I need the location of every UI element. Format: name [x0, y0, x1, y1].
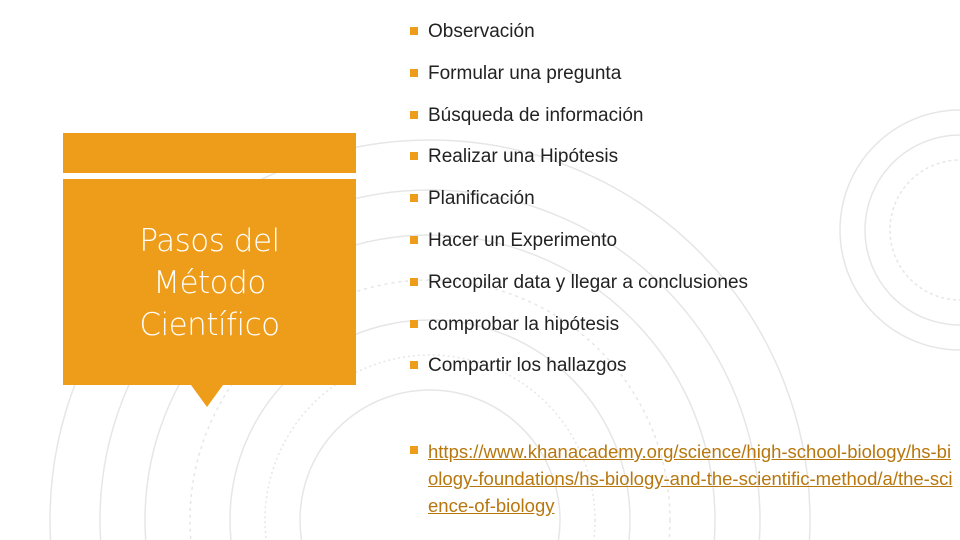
- bullet-square-icon: [410, 152, 418, 160]
- slide-title-line-2: Método: [153, 265, 266, 301]
- bullet-square-icon: [410, 278, 418, 286]
- steps-list: [410, 18, 950, 394]
- bullet-square-icon: [410, 194, 418, 202]
- step-item-hacer-experimento: [410, 227, 950, 269]
- slide-title-line-3: Científico: [139, 307, 280, 343]
- step-label: Recopilar data y llegar a conclusiones: [428, 271, 749, 293]
- reference: [410, 438, 958, 519]
- step-item-compartir-hallazgos: [410, 352, 950, 394]
- step-item-comprobar-hipotesis: [410, 311, 950, 353]
- step-item-formular-pregunta: [410, 60, 950, 102]
- step-label: comprobar la hipótesis: [428, 313, 620, 335]
- step-item-planificacion: [410, 185, 950, 227]
- step-item-realizar-hipotesis: [410, 143, 950, 185]
- step-label: Formular una pregunta: [428, 62, 622, 84]
- bullet-square-icon: [410, 320, 418, 328]
- bullet-square-icon: [410, 361, 418, 369]
- step-item-recopilar-data: [410, 269, 950, 311]
- step-item-busqueda-informacion: [410, 102, 950, 144]
- step-label: Realizar una Hipótesis: [428, 146, 619, 168]
- bullet-square-icon: [410, 111, 418, 119]
- step-label: Planificación: [428, 188, 535, 210]
- step-label: Compartir los hallazgos: [428, 355, 627, 377]
- accent-strip: [63, 133, 356, 173]
- reference-link[interactable]: https://www.khanacademy.org/science/high-school-biology/hs-biology-foundations/hs-biology-and-the-scientific-method/a/the-science-of-biology: [428, 441, 953, 516]
- slide-title: [63, 220, 356, 346]
- step-label: Observación: [428, 21, 535, 42]
- bullet-square-icon: [410, 236, 418, 244]
- bullet-square-icon: [410, 69, 418, 77]
- step-label: Hacer un Experimento: [428, 229, 618, 251]
- title-box-pointer: [191, 385, 223, 407]
- bullet-square-icon: [410, 446, 418, 454]
- slide-title-line-1: Pasos del: [139, 223, 280, 259]
- step-label: Búsqueda de información: [428, 104, 644, 126]
- bullet-square-icon: [410, 27, 418, 35]
- step-item-observacion: [410, 18, 950, 60]
